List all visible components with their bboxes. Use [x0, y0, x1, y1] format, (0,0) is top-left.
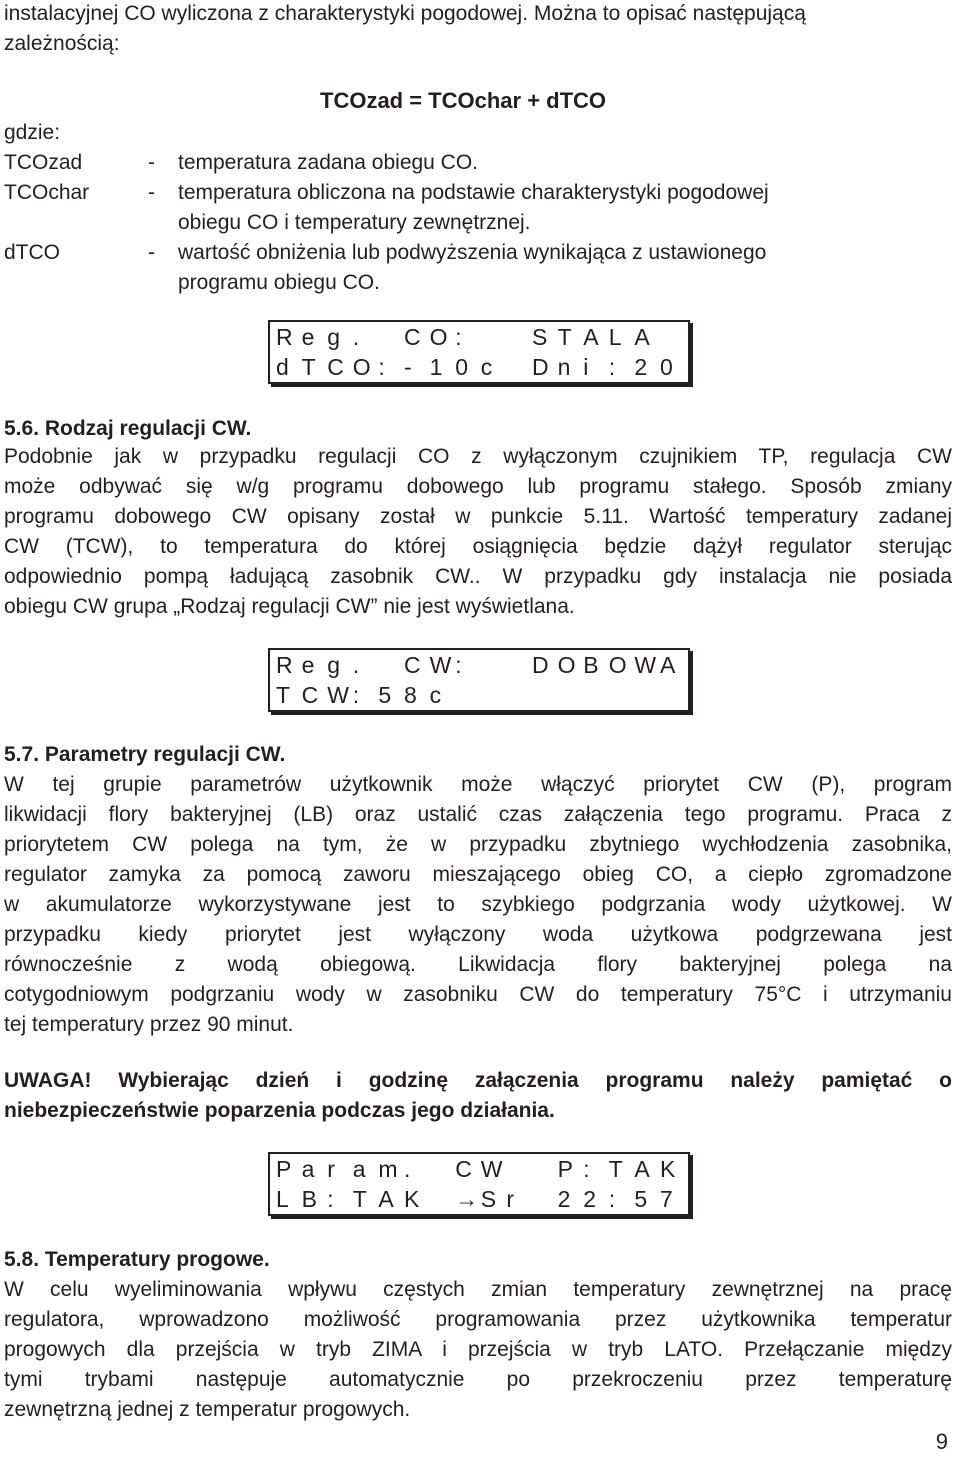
lcd-char: :	[583, 1156, 590, 1182]
lcd-char: g	[327, 652, 340, 678]
lcd-char: O	[429, 324, 448, 350]
section-heading-5-8: 5.8. Temperatury progowe.	[4, 1248, 270, 1271]
lcd-char: 5	[634, 1186, 648, 1212]
lcd-char: a	[301, 1156, 315, 1182]
definition-tcozad	[4, 148, 479, 178]
lcd-char: r	[327, 1156, 335, 1182]
lcd-char: :	[608, 354, 616, 380]
lcd-char: C	[455, 1156, 472, 1182]
definition-text: obiegu CO i temperatury zewnętrznej.	[178, 211, 531, 234]
lcd-char: T	[608, 1156, 623, 1182]
lcd-char: T	[352, 1186, 367, 1212]
lcd-char: g	[327, 324, 340, 350]
lcd-char: :	[327, 1186, 334, 1212]
lcd-char: a	[352, 1156, 366, 1182]
lcd-char: d	[276, 354, 289, 380]
lcd-char: →	[455, 1186, 479, 1212]
definition-term: TCOchar	[4, 181, 90, 204]
definition-tcochar-cont	[4, 208, 531, 238]
lcd-char: C	[301, 682, 319, 708]
paragraph-line: tymi trybami następuje automatycznie po przekroczeniu przez temperaturę	[4, 1368, 952, 1391]
definition-text: temperatura obliczona na podstawie charakterystyki pogodowej	[178, 181, 769, 204]
definition-dtco	[4, 238, 767, 268]
lcd-char: L	[608, 324, 622, 350]
lcd-char: P	[276, 1156, 292, 1182]
paragraph-line: przypadku kiedy priorytet jest wyłączony woda użytkowa podgrzewana jest	[4, 923, 952, 946]
lcd-char: R	[276, 324, 293, 350]
lcd-row	[270, 1184, 688, 1214]
lcd-row	[270, 322, 688, 352]
definition-term: dTCO	[4, 241, 61, 264]
lcd-char: .	[352, 324, 360, 350]
lcd-char: C	[404, 324, 421, 350]
definition-dash: -	[148, 151, 155, 174]
lcd-display-cw	[268, 648, 690, 712]
section-paragraph-5-7	[4, 770, 952, 1040]
section-heading-5-6: 5.6. Rodzaj regulacji CW.	[4, 417, 252, 440]
lcd-char: D	[532, 354, 549, 380]
lcd-char: c	[429, 682, 442, 708]
paragraph-line: cotygodniowym podgrzaniu wody w zasobniku CW do temperatury 75°C i utrzymaniu	[4, 983, 952, 1006]
lcd-char: T	[276, 682, 291, 708]
lcd-char: -	[404, 354, 412, 380]
warning-notice	[4, 1066, 952, 1126]
lcd-char: A	[378, 1186, 394, 1212]
lcd-char: :	[378, 354, 385, 380]
lcd-display-co	[268, 320, 690, 384]
lcd-char: K	[660, 1156, 676, 1182]
lcd-row	[270, 650, 688, 680]
lcd-char: S	[480, 1186, 497, 1212]
paragraph-line: równocześnie z wodą obiegową. Likwidacja flory bakteryjnej polega na	[4, 953, 952, 976]
paragraph-line: CW (TCW), to temperatura do której osiągnięcia będzie dążył regulator sterując	[4, 535, 952, 558]
lcd-char: c	[480, 354, 493, 380]
lcd-char: 2	[583, 1186, 596, 1212]
definition-tcochar	[4, 178, 769, 208]
lcd-char: C	[404, 652, 421, 678]
lcd-char: :	[455, 652, 462, 678]
lcd-char: .	[404, 1156, 411, 1182]
lcd-char: W	[327, 682, 349, 708]
paragraph-line: programu dobowego CW opisany został w punkcie 5.11. Wartość temperatury zadanej	[4, 505, 952, 528]
lcd-char: A	[634, 1156, 650, 1182]
paragraph-line: odpowiednio pompą ładującą zasobnik CW.. W przypadku gdy instalacja nie posiada	[4, 565, 952, 588]
lcd-char: O	[608, 652, 627, 678]
lcd-char: m	[378, 1156, 398, 1182]
lcd-char: 0	[660, 354, 673, 380]
lcd-char: 7	[660, 1186, 673, 1212]
lcd-char: K	[404, 1186, 420, 1212]
definition-dash: -	[148, 181, 155, 204]
definition-term: TCOzad	[4, 151, 83, 174]
lcd-char: 2	[557, 1186, 571, 1212]
definition-text: wartość obniżenia lub podwyższenia wynikająca z ustawionego	[178, 241, 767, 264]
section-paragraph-5-8	[4, 1275, 952, 1425]
paragraph-line: W celu wyeliminowania wpływu częstych zmian temperatury zewnętrznej na pracę	[4, 1278, 952, 1301]
paragraph-line: likwidacji flory bakteryjnej (LB) oraz ustalić czas załączenia tego programu. Praca z	[4, 803, 952, 826]
lcd-char: n	[557, 354, 571, 380]
lcd-char: R	[276, 652, 293, 678]
definition-dtco-cont	[4, 268, 380, 298]
definition-text: programu obiegu CO.	[178, 271, 380, 294]
definitions-label: gdzie:	[4, 121, 61, 144]
lcd-char: O	[557, 652, 576, 678]
lcd-char: W	[429, 652, 452, 678]
lcd-row	[270, 1154, 688, 1184]
paragraph-line: regulator zamyka za pomocą zaworu mieszającego obieg CO, a ciepło zgromadzone	[4, 863, 952, 886]
definition-text: temperatura zadana obiegu CO.	[178, 151, 479, 174]
lcd-char: T	[301, 354, 316, 380]
lcd-display-param-cw	[268, 1152, 690, 1216]
lcd-char: 0	[455, 354, 468, 380]
definition-dash: -	[148, 241, 155, 264]
lcd-char: r	[506, 1186, 515, 1212]
intro-line-2: zależnością:	[4, 32, 120, 55]
lcd-char: 5	[378, 682, 392, 708]
paragraph-line: priorytetem CW polega na tym, że w przypadku zbytniego wychłodzenia zasobnika,	[4, 833, 952, 856]
lcd-char: T	[557, 324, 572, 350]
paragraph-line: w akumulatorze wykorzystywane jest to szybkiego podgrzania wody użytkowej. W	[4, 893, 952, 916]
intro-line-1: instalacyjnej CO wyliczona z charakterystyki pogodowej. Można to opisać następującą	[4, 2, 806, 25]
paragraph-line: regulatora, wprowadzono możliwość programowania przez użytkownika temperatur	[4, 1308, 952, 1331]
lcd-char: C	[327, 354, 344, 380]
paragraph-line: progowych dla przejścia w tryb ZIMA i przejścia w tryb LATO. Przełączanie między	[4, 1338, 952, 1361]
lcd-char: W	[634, 652, 657, 678]
lcd-char: .	[352, 652, 360, 678]
warning-line: niebezpieczeństwie poparzenia podczas jego działania.	[4, 1099, 555, 1122]
paragraph-line: W tej grupie parametrów użytkownik może włączyć priorytet CW (P), program	[4, 773, 952, 796]
lcd-char: 2	[634, 354, 648, 380]
page-number: 9	[935, 1429, 948, 1454]
lcd-char: A	[660, 652, 676, 678]
lcd-char: A	[634, 324, 650, 350]
lcd-char: i	[583, 354, 589, 380]
lcd-char: W	[480, 1156, 503, 1182]
lcd-char: S	[532, 324, 548, 350]
lcd-char: :	[608, 1186, 616, 1212]
definitions-list	[4, 118, 769, 298]
lcd-char: B	[301, 1186, 317, 1212]
lcd-char: A	[583, 324, 599, 350]
warning-line: UWAGA! Wybierając dzień i godzinę załączenia programu należy pamiętać o	[4, 1069, 952, 1092]
lcd-row	[270, 680, 688, 710]
paragraph-line: może odbywać się w/g programu dobowego lub programu stałego. Sposób zmiany	[4, 475, 952, 498]
lcd-char: 8	[404, 682, 417, 708]
lcd-char: 1	[429, 354, 443, 380]
paragraph-line: zewnętrzną jednej z temperatur progowych.	[4, 1398, 411, 1421]
section-paragraph-5-6	[4, 442, 952, 622]
paragraph-line: obiegu CW grupa „Rodzaj regulacji CW” nie jest wyświetlana.	[4, 595, 575, 618]
lcd-char: e	[301, 652, 315, 678]
lcd-char: O	[352, 354, 371, 380]
section-heading-5-7: 5.7. Parametry regulacji CW.	[4, 743, 286, 766]
lcd-char: D	[532, 652, 549, 678]
lcd-char: e	[301, 324, 315, 350]
lcd-row	[270, 352, 688, 382]
formula: TCOzad = TCOchar + dTCO	[320, 88, 607, 113]
paragraph-line: tej temperatury przez 90 minut.	[4, 1013, 294, 1036]
lcd-char: :	[455, 324, 462, 350]
lcd-char: B	[583, 652, 599, 678]
lcd-char: :	[352, 682, 360, 708]
paragraph-line: Podobnie jak w przypadku regulacji CO z wyłączonym czujnikiem TP, regulacja CW	[4, 445, 952, 468]
lcd-char: P	[557, 1156, 573, 1182]
lcd-char: L	[276, 1186, 289, 1212]
